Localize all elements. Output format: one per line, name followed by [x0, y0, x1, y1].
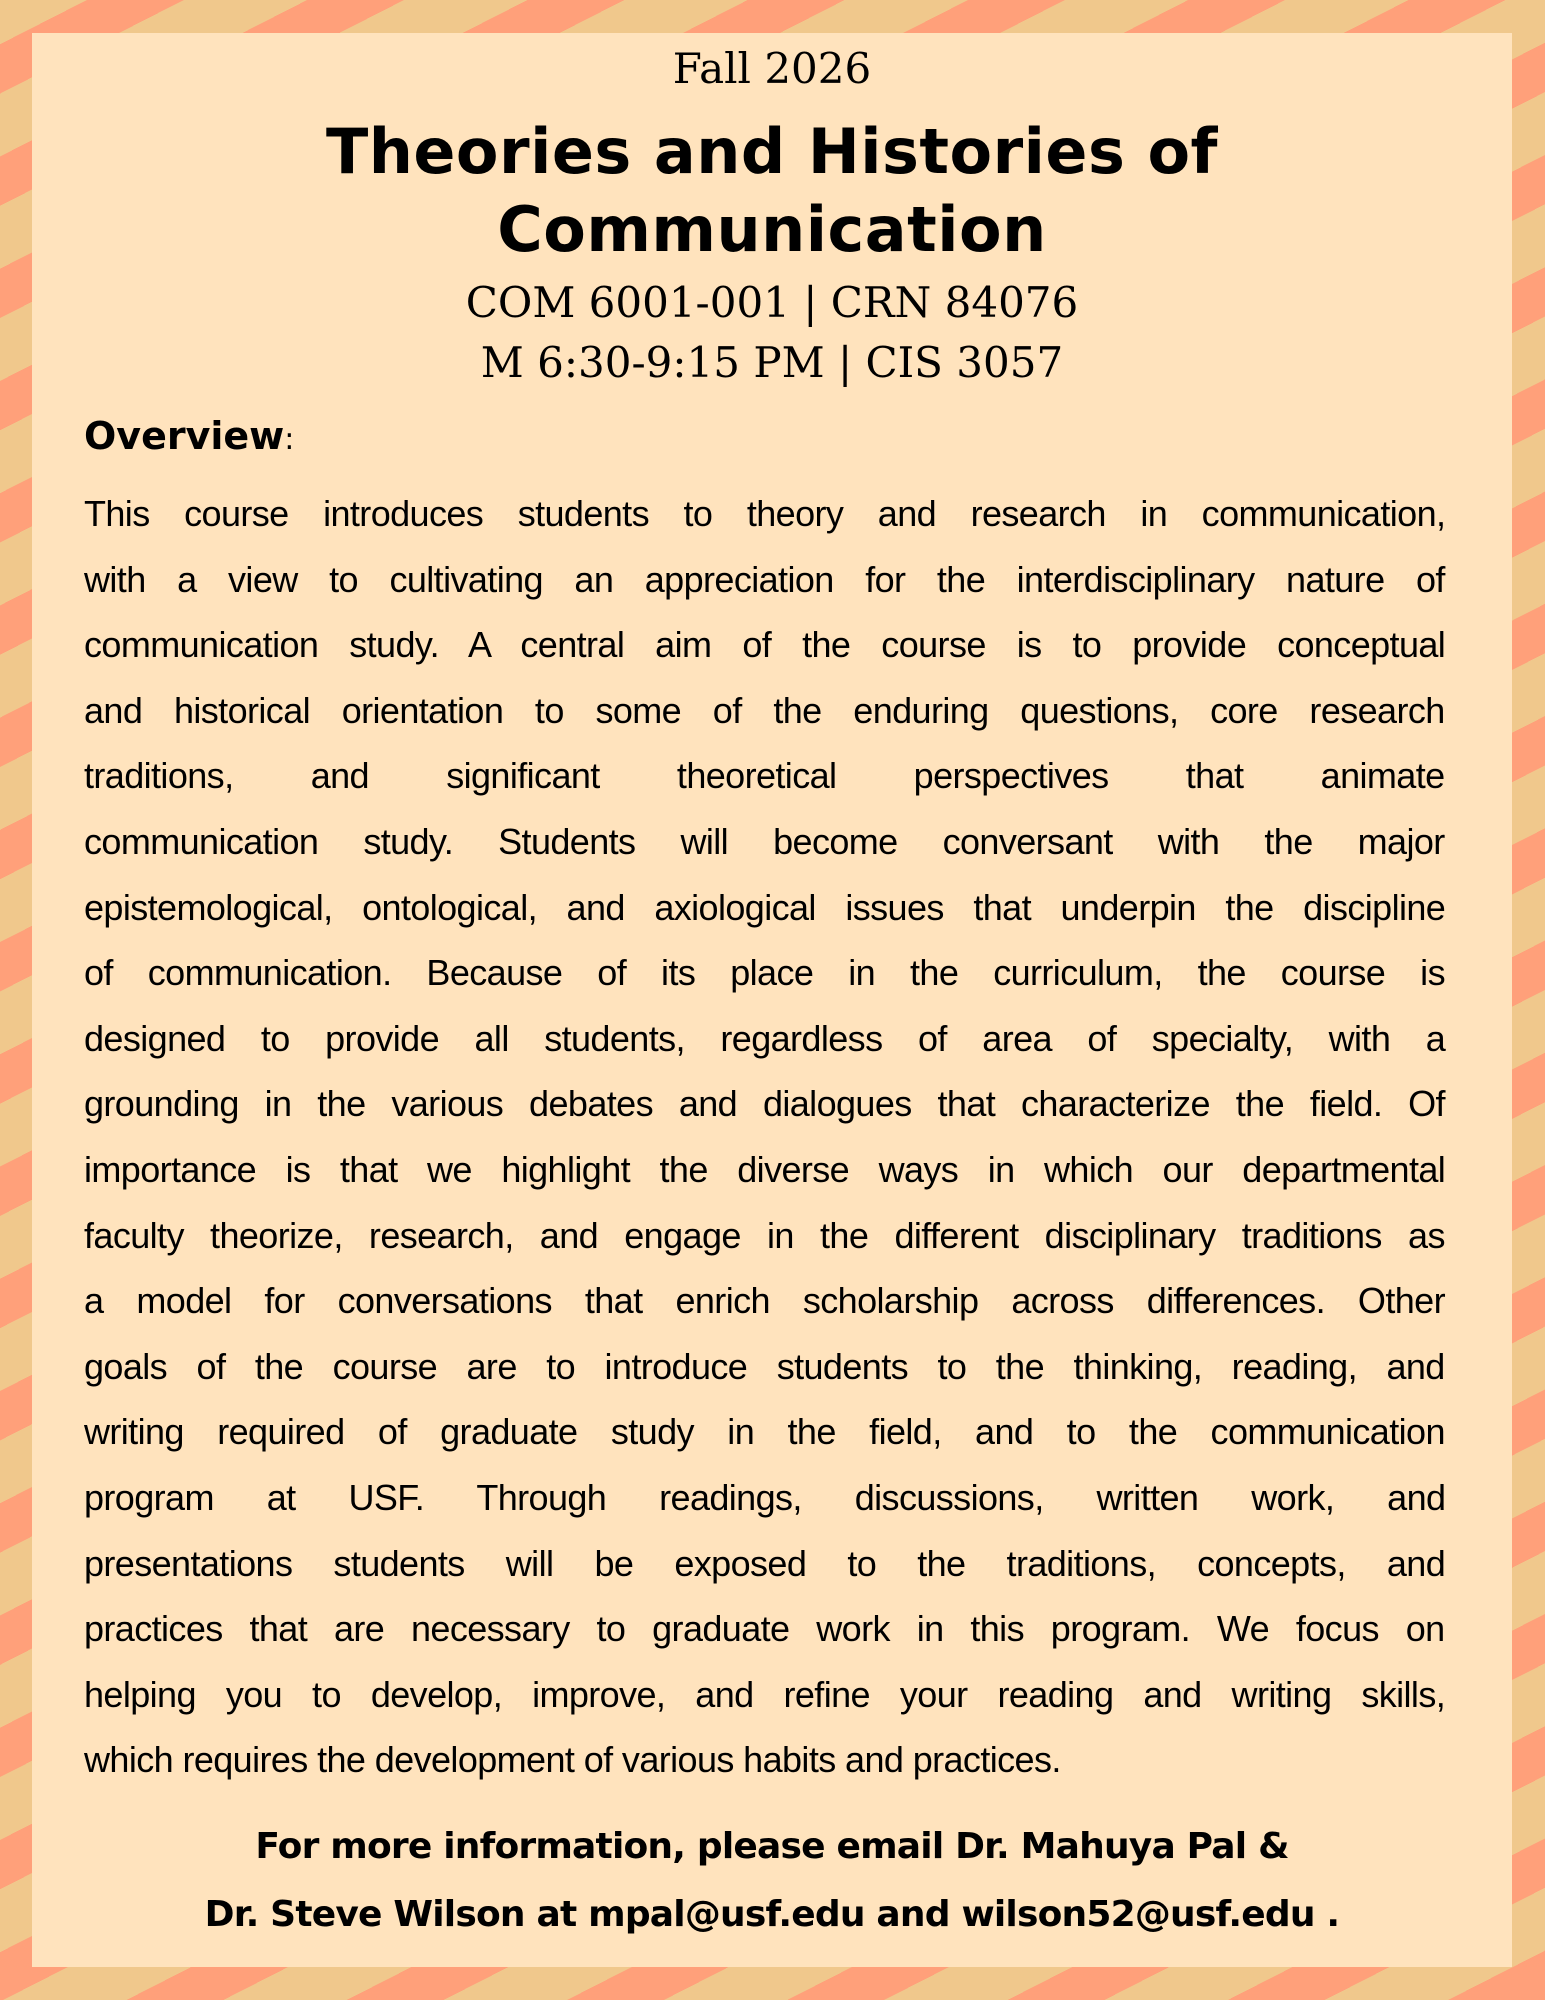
- overview-line: presentations students will be exposed to the traditions, concepts, and: [84, 1542, 1446, 1584]
- overview-line: grounding in the various debates and dialogues that characterize the field. Of: [84, 1083, 1445, 1125]
- overview-line: importance is that we highlight the diverse ways in which our departmental: [84, 1148, 1446, 1190]
- contact-suffix: .: [1314, 1894, 1340, 1935]
- overview-body: [84, 481, 1445, 1793]
- contact-prefix: Dr. Steve Wilson at: [204, 1894, 589, 1935]
- overview-line: epistemological, ontological, and axiological issues that underpin the discipline: [84, 886, 1446, 928]
- contact-line-1: For more information, please email Dr. Mahuya Pal &: [255, 1826, 1289, 1867]
- course-meta: [32, 273, 1512, 393]
- overview-line: communication study. Students will become conversant with the major: [84, 820, 1445, 862]
- overview-line: and historical orientation to some of the enduring questions, core research: [84, 689, 1445, 731]
- overview-line: communication study. A central aim of the course is to provide conceptual: [84, 624, 1446, 666]
- contact-conjunction: and: [864, 1894, 962, 1935]
- overview-line: with a view to cultivating an appreciation for the interdisciplinary nature of: [84, 558, 1445, 600]
- contact-info: [32, 1813, 1512, 1949]
- contact-line-2: [32, 1881, 1512, 1949]
- overview-line: helping you to develop, improve, and refine your reading and writing skills,: [84, 1673, 1446, 1715]
- overview-line: a model for conversations that enrich scholarship across differences. Other: [84, 1280, 1445, 1322]
- overview-line: designed to provide all students, regardless of area of specialty, with a: [84, 1017, 1446, 1059]
- course-number: COM 6001-001 | CRN 84076: [465, 278, 1079, 327]
- overview-line: of communication. Because of its place in the curriculum, the course is: [84, 952, 1445, 994]
- course-schedule: M 6:30-9:15 PM | CIS 3057: [480, 338, 1064, 387]
- overview-line: goals of the course are to introduce students to the thinking, reading, and: [84, 1345, 1445, 1387]
- overview-heading-colon: :: [284, 422, 295, 457]
- overview-line: traditions, and significant theoretical perspectives that animate: [84, 755, 1445, 797]
- overview-heading-text: Overview: [84, 414, 285, 458]
- overview-line: program at USF. Through readings, discussions, written work, and: [84, 1476, 1446, 1518]
- course-title-line-1: Theories and Histories of: [325, 115, 1219, 188]
- term-label: Fall 2026: [672, 44, 872, 93]
- overview-line: practices that are necessary to graduate work in this program. We focus on: [84, 1608, 1445, 1650]
- flyer-panel: [32, 33, 1512, 1967]
- overview-line: writing required of graduate study in the field, and to the communication: [84, 1411, 1445, 1453]
- overview-line: which requires the development of various habits and practices.: [84, 1739, 1061, 1781]
- course-title: [32, 113, 1512, 269]
- overview-line: This course introduces students to theory and research in communication,: [84, 493, 1446, 534]
- email-link-mpal[interactable]: mpal@usf.edu: [588, 1894, 865, 1935]
- course-title-line-2: Communication: [497, 193, 1047, 266]
- overview-heading: [84, 411, 294, 465]
- overview-line: faculty theorize, research, and engage in the different disciplinary traditions as: [84, 1214, 1445, 1256]
- email-link-wilson[interactable]: wilson52@usf.edu: [961, 1894, 1315, 1935]
